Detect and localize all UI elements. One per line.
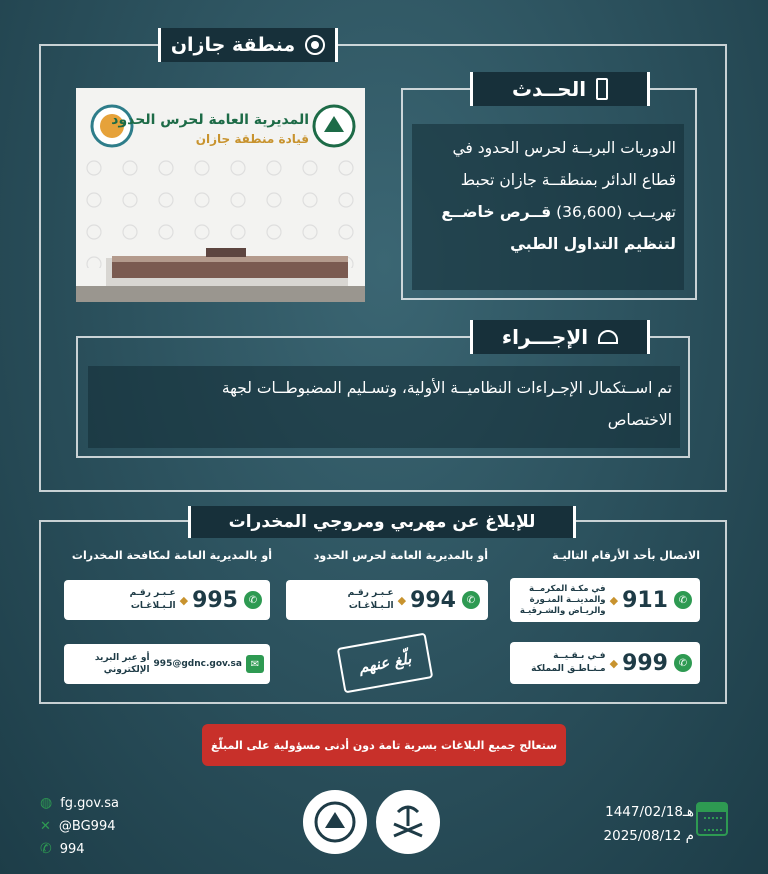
event-line4: لتنظيم التداول الطبي (510, 235, 676, 253)
region-tag (158, 28, 338, 62)
email-box[interactable] (64, 644, 270, 684)
n911-number: 911 (622, 587, 668, 613)
photo-banner-line1: المديرية العامة لحرس الحدود (111, 112, 309, 128)
event-title: الحــدث (511, 77, 587, 101)
envelope-icon: ✉ (246, 655, 264, 673)
notice-text: ستعالج جميع البلاغات بسرية تامة دون أدنى مسؤولية على المبلّغ (210, 738, 558, 752)
hotline-994[interactable] (286, 580, 488, 620)
x-handle-link[interactable] (40, 815, 119, 838)
seizure-photo (76, 88, 365, 302)
n911-desc: في مكـة المكرمــة والمدينــة المنـورة والريـاض والشـرقيـة (519, 583, 606, 616)
phone-link[interactable] (40, 838, 119, 861)
phone-icon: ✆ (462, 591, 480, 609)
phone-icon: ✆ (244, 591, 262, 609)
double-chevron-icon: ◆ (609, 593, 619, 607)
x-logo-icon: ✕ (40, 819, 51, 834)
event-line3b: قــرص خاضــع (441, 203, 552, 221)
phone-icon: ✆ (674, 591, 692, 609)
col1-title: الاتصال بأحد الأرقام التاليـة (552, 549, 700, 562)
hijri-date: 1447/02/18هـ (605, 804, 694, 820)
website-link[interactable] (40, 792, 119, 815)
stamp-text: بلّغ عنهم (357, 649, 413, 677)
action-line2: الاختصاص (607, 411, 672, 429)
calendar-icon (696, 802, 728, 836)
phone-text: 994 (59, 842, 85, 857)
n994-number: 994 (410, 587, 456, 613)
event-line3 (412, 196, 676, 228)
confidentiality-notice (202, 724, 566, 766)
action-title: الإجـــراء (501, 325, 589, 349)
report-title: للإبلاغ عن مهربي ومروجي المخدرات (228, 512, 536, 532)
hotline-911[interactable] (510, 578, 700, 622)
x-handle-text: @BG994 (58, 819, 116, 834)
photo-banner-line2: قيادة منطقة جازان (195, 132, 309, 146)
email-desc: أو عبر البريد الإلكتروني (94, 653, 150, 675)
double-chevron-icon: ◆ (609, 656, 619, 670)
event-line3a: تهريــب (36,600) (556, 203, 676, 221)
action-line1: تم اســتكمال الإجـراءات النظاميــة الأولية، وتسـليم المضبوطــات لجهة (221, 379, 672, 397)
phone-icon: ✆ (674, 654, 692, 672)
n995-number: 995 (192, 587, 238, 613)
email-address[interactable]: 995@gdnc.gov.sa (153, 659, 242, 669)
n999-number: 999 (622, 650, 668, 676)
col2-title: أو بالمديرية العامة لحرس الحدود (313, 549, 488, 562)
n999-desc: فـي بـقـيــة مـنـاطـق المملكة (531, 651, 606, 674)
hotline-995[interactable] (64, 580, 270, 620)
footer-dates (560, 800, 694, 848)
walkie-talkie-icon (596, 78, 608, 100)
website-text: fg.gov.sa (60, 796, 119, 811)
event-line2: قطاع الدائر بمنطقــة جازان تحبط (460, 171, 676, 189)
double-chevron-icon: ◆ (179, 593, 189, 607)
action-text-box (88, 366, 680, 448)
globe-icon: ◍ (40, 795, 53, 811)
region-icon (305, 35, 325, 55)
n994-desc: عـبـر رقـم الـبـلاغـات (347, 588, 394, 611)
hotline-999[interactable] (510, 642, 700, 684)
phone-icon: ✆ (40, 841, 52, 857)
emblem-icon (313, 800, 357, 844)
siren-icon (598, 330, 618, 344)
photo-banner (111, 112, 309, 146)
event-text-box (412, 124, 684, 290)
border-guard-emblem (303, 790, 367, 854)
action-tag (470, 320, 650, 354)
palm-swords-icon (386, 800, 430, 844)
region-title: منطقة جازان (170, 34, 296, 56)
report-tag (188, 506, 576, 538)
event-line1: الدوريات البريــة لحرس الحدود في (452, 139, 676, 157)
footer-links (40, 792, 119, 861)
n995-desc: عـبـر رقـم الـبـلاغـات (129, 588, 176, 611)
saudi-emblem (376, 790, 440, 854)
double-chevron-icon: ◆ (397, 593, 407, 607)
event-tag (470, 72, 650, 106)
col3-title: أو بالمديرية العامة لمكافحة المخدرات (71, 549, 272, 562)
gregorian-date: 2025/08/12 م (603, 828, 694, 844)
